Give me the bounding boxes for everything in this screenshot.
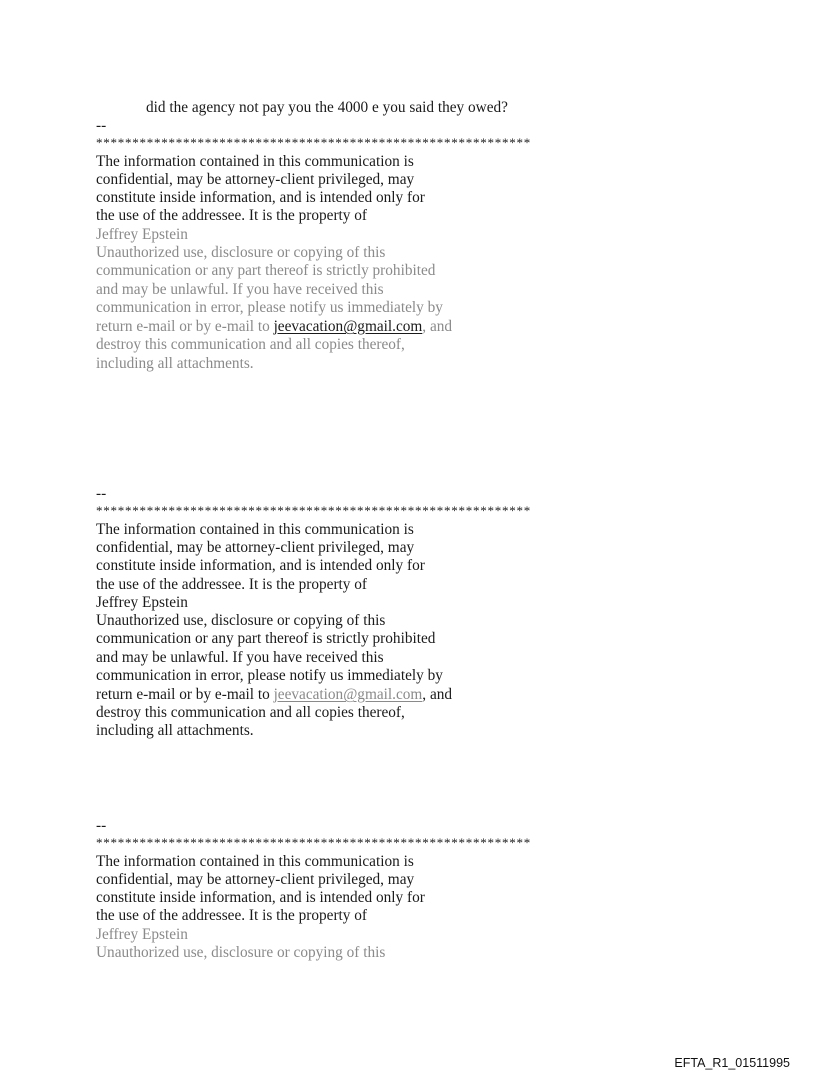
- disclaimer-text: , and: [422, 318, 453, 335]
- disclaimer-line: Unauthorized use, disclosure or copying of this: [96, 944, 386, 961]
- disclaimer-line: Unauthorized use, disclosure or copying of this: [96, 244, 386, 261]
- disclaimer-line: constitute inside information, and is intended only for: [96, 557, 425, 574]
- email-link[interactable]: jeevacation@gmail.com: [273, 686, 423, 703]
- signature-dashes: --: [96, 817, 107, 834]
- disclaimer-line: including all attachments.: [96, 355, 254, 372]
- disclaimer-owner: Jeffrey Epstein: [96, 226, 188, 243]
- disclaimer-line: communication in error, please notify us immediately by: [96, 667, 443, 684]
- separator-stars: ************************************************************: [96, 835, 531, 850]
- separator-stars: ************************************************************: [96, 135, 531, 150]
- disclaimer-line: communication or any part thereof is strictly prohibited: [96, 630, 436, 647]
- disclaimer-line: The information contained in this communication is: [96, 521, 414, 538]
- disclaimer-line: constitute inside information, and is intended only for: [96, 889, 425, 906]
- disclaimer-line: including all attachments.: [96, 722, 254, 739]
- disclaimer-line: confidential, may be attorney-client privileged, may: [96, 539, 415, 556]
- disclaimer-text: return e-mail or by e-mail to: [96, 318, 274, 335]
- disclaimer-text: return e-mail or by e-mail to: [96, 686, 274, 703]
- disclaimer-text: , and: [422, 686, 453, 703]
- disclaimer-line: communication in error, please notify us immediately by: [96, 299, 443, 316]
- disclaimer-email-line: [96, 318, 452, 336]
- disclaimer-owner: Jeffrey Epstein: [96, 926, 188, 943]
- disclaimer-line: communication or any part thereof is strictly prohibited: [96, 262, 436, 279]
- disclaimer-email-line: [96, 686, 452, 704]
- disclaimer-line: The information contained in this communication is: [96, 153, 414, 170]
- quoted-message: did the agency not pay you the 4000 e you said they owed?: [146, 99, 508, 116]
- signature-dashes: --: [96, 117, 107, 134]
- disclaimer-line: the use of the addressee. It is the property of: [96, 907, 368, 924]
- disclaimer-line: The information contained in this communication is: [96, 853, 414, 870]
- disclaimer-line: constitute inside information, and is intended only for: [96, 189, 425, 206]
- signature-dashes: --: [96, 485, 107, 502]
- disclaimer-line: confidential, may be attorney-client privileged, may: [96, 871, 415, 888]
- disclaimer-line: the use of the addressee. It is the property of: [96, 207, 368, 224]
- disclaimer-line: destroy this communication and all copies thereof,: [96, 336, 405, 353]
- email-link[interactable]: jeevacation@gmail.com: [273, 318, 423, 335]
- disclaimer-line: and may be unlawful. If you have received this: [96, 281, 384, 298]
- disclaimer-line: the use of the addressee. It is the property of: [96, 576, 368, 593]
- separator-stars: ************************************************************: [96, 503, 531, 518]
- disclaimer-line: confidential, may be attorney-client privileged, may: [96, 171, 415, 188]
- disclaimer-owner: Jeffrey Epstein: [96, 594, 188, 611]
- document-id: EFTA_R1_01511995: [674, 1056, 790, 1070]
- disclaimer-line: and may be unlawful. If you have received this: [96, 649, 384, 666]
- disclaimer-line: Unauthorized use, disclosure or copying of this: [96, 612, 386, 629]
- disclaimer-line: destroy this communication and all copies thereof,: [96, 704, 405, 721]
